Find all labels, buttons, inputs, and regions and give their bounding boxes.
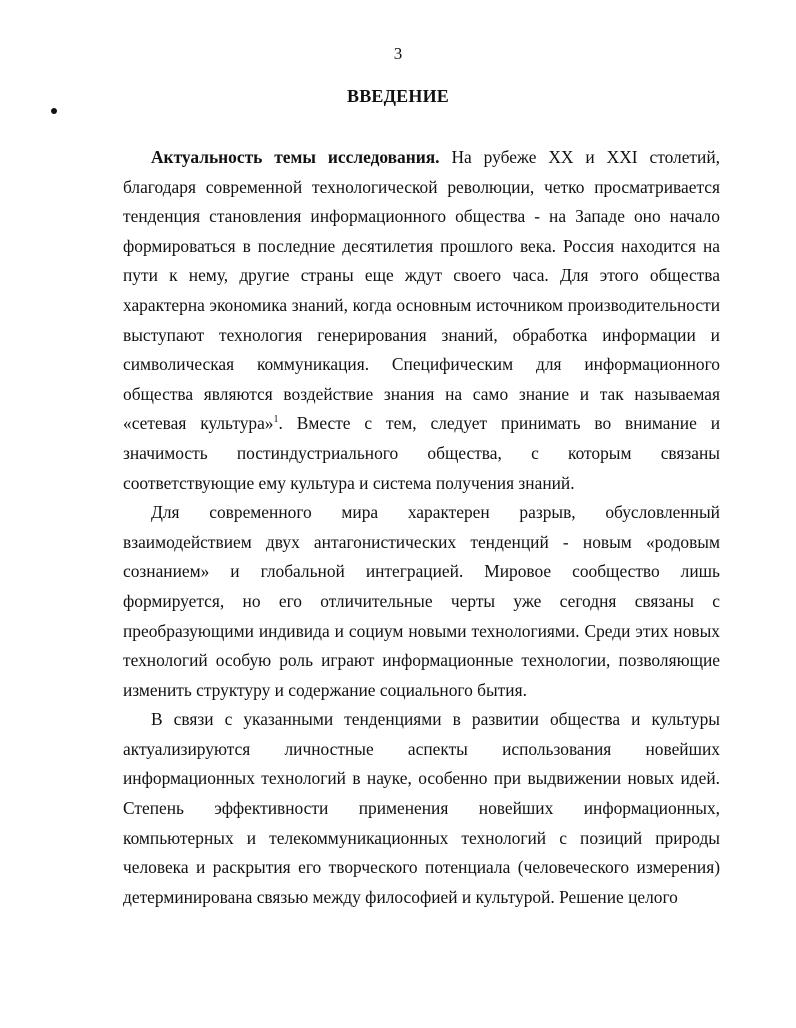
document-body — [123, 143, 720, 912]
paragraph-text: На рубеже XX и XXI столетий, благодаря современной технологической революции, четко просматривается тенденция становления информационного общества - на Западе оно начало формироваться в последние десятилетия прошлого века. Россия находится на пути к нему, другие страны еще ждут своего часа. Для этого общества характерна экономика знаний, когда основным источником производительности выступают технология генерирования знаний, обработка информации и символическая коммуникация. Специфическим для информационного общества являются воздействие знания на само знание и так называемая «сетевая культура» — [123, 147, 720, 434]
footnote-reference: 1 — [273, 414, 279, 426]
paragraph-lead-heading: Актуальность темы исследования. — [151, 147, 440, 167]
page-title: ВВЕДЕНИЕ — [346, 86, 449, 106]
page-number: 3 — [393, 44, 403, 63]
stray-ink-dot — [51, 108, 57, 114]
paragraph-modern-world: Для современного мира характерен разрыв, обусловленный взаимодействием двух антагонистических тенденций - новым «родовым сознанием» и глобальной интеграцией. Мировое сообщество лишь формируется, но его отличительные черты уже сегодня связаны с преобразующими индивида и социум новыми технологиями. Среди этих новых технологий особую роль играют информационные технологии, позволяющие изменить структуру и содержание социального бытия. — [123, 502, 720, 700]
paragraph-text: . Вместе с тем, следует принимать во внимание и значимость постиндустриального общества, с которым связаны соответствующие ему культура и система получения знаний. — [123, 413, 721, 493]
paragraph-relevance — [123, 143, 720, 498]
paragraph-tendencies: В связи с указанными тенденциями в развитии общества и культуры актуализируются личностные аспекты использования новейших информационных технологий в науке, особенно при выдвижении новых идей. Степень эффективности применения новейших информационных, компьютерных и телекоммуникационных технологий с позиций природы человека и раскрытия его творческого потенциала (человеческого измерения) детерминирована связью между философией и культурой. Решение целого — [123, 709, 720, 907]
